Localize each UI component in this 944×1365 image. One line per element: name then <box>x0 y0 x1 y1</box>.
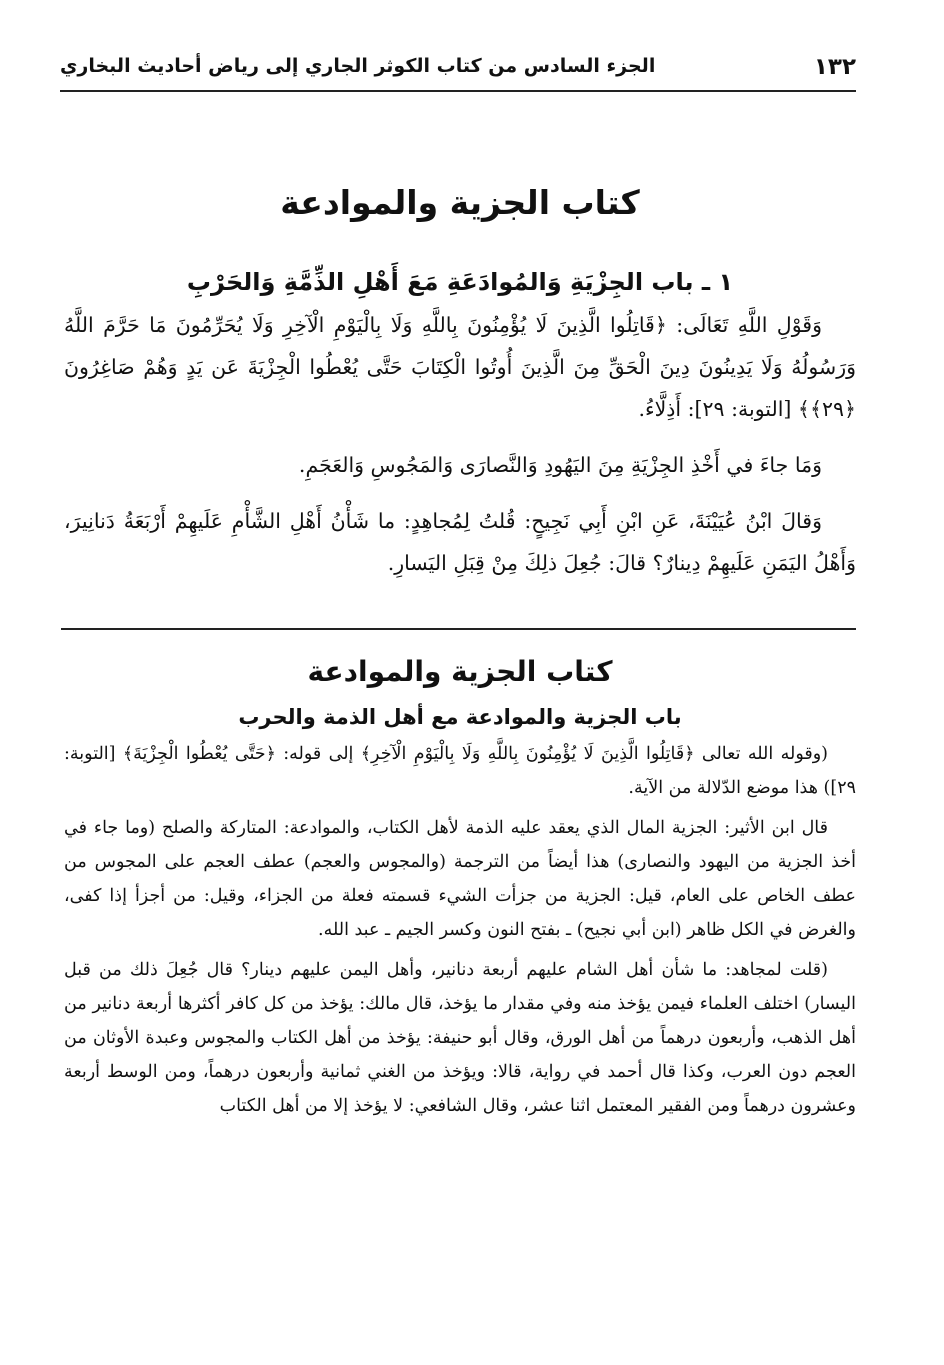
book-title: كتاب الجزية والموادعة <box>280 183 640 222</box>
hadith-section <box>64 160 856 584</box>
commentary-book-title: كتاب الجزية والموادعة <box>307 655 613 688</box>
commentary-paragraph: (قلت لمجاهد: ما شأن أهل الشام عليهم أربعة دنانير، وأهل اليمن عليهم دينار؟ قال جُعِلَ ذلك من قبل اليسار) اختلف العلماء فيمن يؤخذ منه وفي مقدار ما يؤخذ، قال مالك: يؤخذ من كل كافر أكثرها أربعة دنانير من أهل الذهب، وأربعون درهماً من أهل الورق، وقال أبو حنيفة: يؤخذ من أهل الكتاب والمجوس وعبدة الأوثان من العجم دون العرب، وكذا قال أحمد في رواية، قالا: ويؤخذ من الغني ثمانية وأربعون درهماً، ومن الوسط أربعة وعشرون درهماً ومن الفقير المعتمل اثنا عشر، وقال الشافعي: لا يؤخذ إلا من أهل الكتاب <box>64 959 856 1116</box>
commentary-paragraph: قال ابن الأثير: الجزية المال الذي يعقد عليه الذمة لأهل الكتاب، والموادعة: المتاركة والصلح (وما جاء في أخذ الجزية من اليهود والنصارى) هذا أيضاً من الترجمة (والمجوس والعجم) عطف العجم على المجوس من عطف الخاص على العام، قيل: الجزية من جزأت الشيء قسمته فعلة من الجزاء، وقيل: من أجزأ إذا كفى، والغرض في الكل ظاهر (ابن أبي نجيح) ـ بفتح النون وكسر الجيم ـ عبد الله. <box>64 817 856 940</box>
commentary-section <box>64 652 856 1123</box>
hadith-paragraph: وَقَوْلِ اللَّهِ تَعَالَى: ﴿قَاتِلُوا الَّذِينَ لَا يُؤْمِنُونَ بِاللَّهِ وَلَا بِالْيَوْمِ الْآخِرِ وَلَا يُحَرِّمُونَ مَا حَرَّمَ اللَّهُ وَرَسُولُهُ وَلَا يَدِينُونَ دِينَ الْحَقِّ مِنَ الَّذِينَ أُوتُوا الْكِتَابَ حَتَّى يُعْطُوا الْجِزْيَةَ عَن يَدٍ وَهُمْ صَاغِرُونَ ﴿٢٩﴾﴾ [التوبة: ٢٩]: أَذِلَّاءُ. <box>64 312 856 421</box>
section-divider <box>61 628 856 630</box>
hadith-paragraph: وَقالَ ابْنُ عُيَيْنَةَ، عَنِ ابْنِ أَبِي نَجِيحٍ: قُلتُ لِمُجاهِدٍ: ما شَأْنُ أَهْلِ الشَّأْمِ عَلَيهِمْ أَرْبَعَةُ دَنانِيرَ، وَأَهْلُ اليَمَنِ عَلَيهِمْ دِينارٌ؟ قالَ: جُعِلَ ذلِكَ مِنْ قِبَلِ اليَسارِ. <box>64 508 856 575</box>
commentary-paragraph: (وقوله الله تعالى ﴿قَاتِلُوا الَّذِينَ لَا يُؤْمِنُونَ بِاللَّهِ وَلَا بِالْيَوْمِ الْآخِرِ﴾ إلى قوله: ﴿حَتَّى يُعْطُوا الْجِزْيَةَ﴾ [التوبة: ٢٩]) هذا موضع الدّلالة من الآية. <box>64 743 856 798</box>
chapter-title: ١ ـ باب الجِزْيَةِ وَالمُوادَعَةِ مَعَ أَهْلِ الذِّمَّةِ وَالحَرْبِ <box>186 268 734 297</box>
commentary-chapter-title: باب الجزية والموادعة مع أهل الذمة والحرب <box>238 705 682 730</box>
hadith-paragraph: وَمَا جاءَ في أَخْذِ الجِزْيَةِ مِنَ اليَهُودِ وَالنَّصارَى وَالمَجُوسِ وَالعَجَمِ. <box>298 452 822 477</box>
running-title: الجزء السادس من كتاب الكوثر الجاري إلى رياض أحاديث البخاري <box>60 55 656 77</box>
page-header <box>60 46 856 92</box>
page-number: ١٣٢ <box>813 54 856 80</box>
